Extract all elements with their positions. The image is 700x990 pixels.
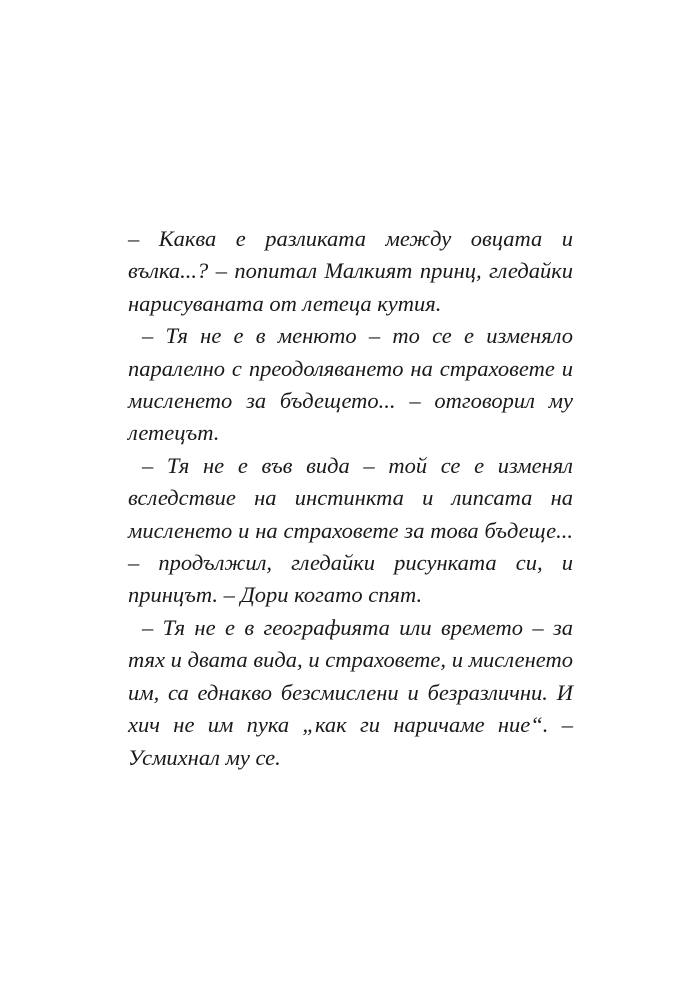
paragraph-aviator-answer: – Тя не е в менюто – то се е изменяло паралелно с преодоляването на страховете и мисленето за бъдещето... – отговорил му летецът.	[128, 323, 573, 446]
paragraph-question: – Каква е разликата между овцата и вълка...? – попитал Малкият принц, гледайки нарисуваната от летеца кутия.	[128, 226, 573, 316]
paragraph-prince-answer: – Тя не е във вида – той се е изменял вследствие на инстинкта и липсата на мисленето и на страховете за това бъдеще... – продължил, гледайки рисунката си, и принцът. – Дори когато спят.	[128, 452, 573, 608]
paragraph-conclusion: – Тя не е в географията или времето – за тях и двата вида, и страховете, и мисленето им, са еднакво безсмислени и безразлични. И хич не им пука „как ги наричаме ние“. – Усмихнал му се.	[128, 614, 573, 770]
body-text	[128, 223, 573, 774]
